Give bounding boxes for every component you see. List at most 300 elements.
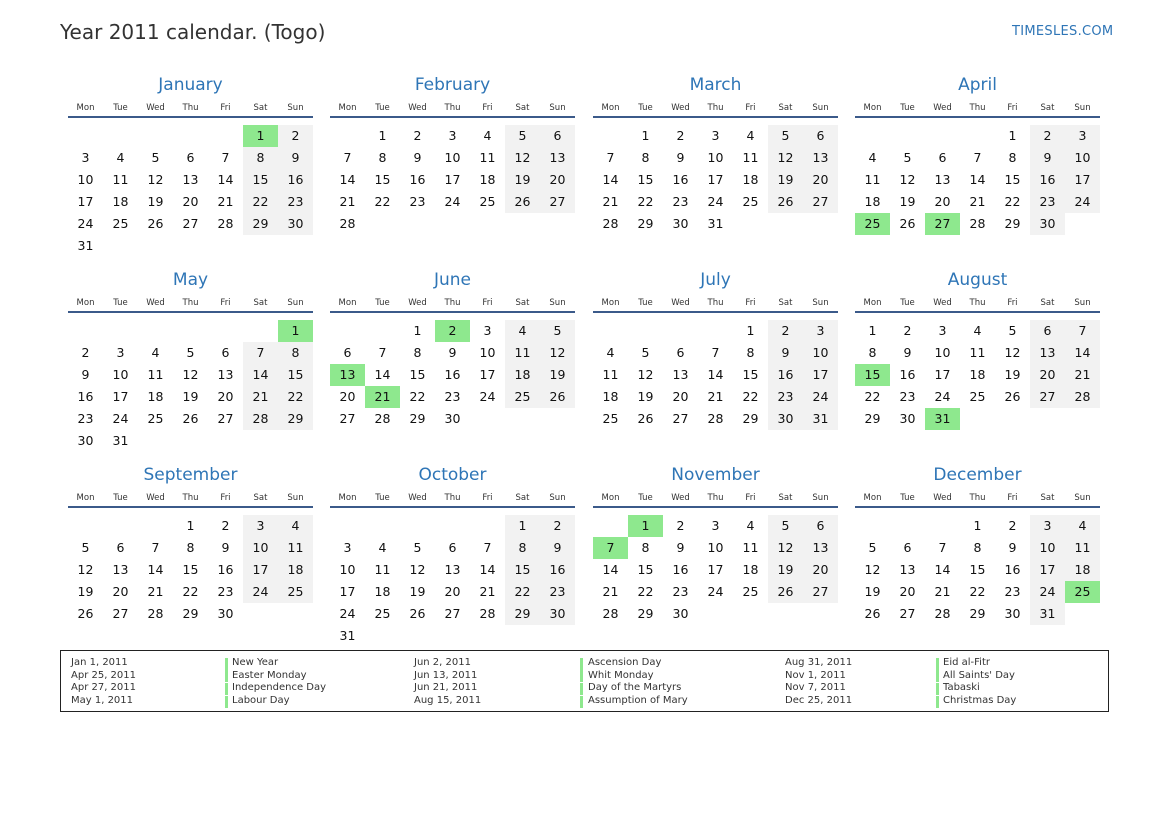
day-cell: 7: [606, 150, 615, 165]
day-cell: 25: [278, 581, 313, 603]
day-cell: 5: [413, 540, 422, 555]
day-cell: 30: [217, 606, 234, 621]
day-cell: 15: [969, 562, 986, 577]
day-cell: 2: [413, 128, 422, 143]
holiday-day-cell: 31: [925, 408, 960, 430]
month-title: June: [433, 270, 472, 290]
legend-holiday-name: Eid al-Fitr: [943, 657, 990, 668]
day-cell: 1: [868, 323, 877, 338]
day-cell: 7: [711, 345, 720, 360]
day-cell: 19: [77, 584, 94, 599]
day-cell: 27: [672, 411, 689, 426]
day-cell: 3: [243, 515, 278, 537]
day-cell: 28: [479, 606, 496, 621]
holiday-day-cell: 1: [243, 125, 278, 147]
day-cell: 14: [969, 172, 986, 187]
legend-holiday-marker: [225, 683, 228, 695]
day-cell: 6: [343, 345, 352, 360]
day-cell: 18: [505, 364, 540, 386]
legend-holiday-name: Christmas Day: [943, 695, 1017, 707]
day-cell: 1: [378, 128, 387, 143]
weekday-label: Sun: [549, 298, 566, 308]
day-cell: 9: [278, 147, 313, 169]
weekday-label: Tue: [900, 493, 915, 503]
day-cell: 24: [803, 386, 838, 408]
day-cell: 12: [768, 537, 803, 559]
day-cell: 15: [637, 172, 654, 187]
day-cell: 24: [934, 389, 951, 404]
weekday-label: Sun: [1074, 493, 1091, 503]
day-cell: 4: [746, 128, 755, 143]
day-cell: 11: [505, 342, 540, 364]
day-cell: 4: [1065, 515, 1100, 537]
day-cell: 6: [186, 150, 195, 165]
day-cell: 20: [899, 584, 916, 599]
day-cell: 5: [81, 540, 90, 555]
month-october: [330, 465, 575, 645]
day-cell: 9: [448, 345, 457, 360]
day-cell: 20: [444, 584, 461, 599]
day-cell: 24: [339, 606, 356, 621]
legend-holiday-name: New Year: [232, 657, 279, 668]
day-cell: 29: [278, 408, 313, 430]
day-cell: 13: [182, 172, 199, 187]
day-cell: 13: [899, 562, 916, 577]
month-header-rule: [330, 116, 575, 118]
day-cell: 6: [116, 540, 125, 555]
day-cell: 3: [81, 150, 90, 165]
weekday-label: Fri: [482, 103, 493, 113]
weekday-label: Tue: [638, 493, 653, 503]
day-cell: 11: [969, 345, 986, 360]
day-cell: 7: [151, 540, 160, 555]
month-title: August: [947, 270, 1008, 290]
day-cell: 6: [1030, 320, 1065, 342]
holiday-day-cell: 7: [593, 537, 628, 559]
day-cell: 20: [934, 194, 951, 209]
month-title: December: [933, 465, 1022, 485]
day-cell: 13: [803, 147, 838, 169]
day-cell: 14: [374, 367, 391, 382]
day-cell: 3: [448, 128, 457, 143]
day-cell: 19: [409, 584, 426, 599]
day-cell: 24: [112, 411, 129, 426]
weekday-label: Sat: [1040, 298, 1055, 308]
day-cell: 6: [540, 125, 575, 147]
legend-holiday-marker: [225, 696, 228, 708]
day-cell: 22: [637, 584, 654, 599]
day-cell: 4: [746, 518, 755, 533]
day-cell: 2: [1008, 518, 1017, 533]
month-header-rule: [593, 311, 838, 313]
day-cell: 3: [343, 540, 352, 555]
day-cell: 17: [112, 389, 129, 404]
holiday-day-cell: 1: [278, 320, 313, 342]
day-cell: 10: [1065, 147, 1100, 169]
holiday-day-cell: 15: [855, 364, 890, 386]
day-cell: 8: [746, 345, 755, 360]
day-cell: 25: [969, 389, 986, 404]
day-cell: 20: [540, 169, 575, 191]
day-cell: 25: [602, 411, 619, 426]
day-cell: 6: [803, 515, 838, 537]
month-title: April: [958, 75, 997, 95]
legend-holiday-name: Easter Monday: [232, 669, 307, 681]
month-title: July: [700, 270, 731, 290]
day-cell: 5: [186, 345, 195, 360]
day-cell: 2: [221, 518, 230, 533]
day-cell: 23: [278, 191, 313, 213]
day-cell: 30: [444, 411, 461, 426]
day-cell: 16: [444, 367, 461, 382]
day-cell: 3: [711, 128, 720, 143]
weekday-label: Tue: [638, 298, 653, 308]
day-cell: 7: [973, 150, 982, 165]
day-cell: 29: [969, 606, 986, 621]
day-cell: 22: [505, 581, 540, 603]
day-cell: 10: [243, 537, 278, 559]
day-cell: 19: [637, 389, 654, 404]
day-cell: 28: [374, 411, 391, 426]
weekday-label: Wed: [671, 298, 690, 308]
day-cell: 8: [641, 150, 650, 165]
weekday-label: Sat: [778, 298, 793, 308]
day-cell: 12: [77, 562, 94, 577]
day-cell: 26: [540, 386, 575, 408]
day-cell: 28: [602, 606, 619, 621]
day-cell: 9: [676, 150, 685, 165]
day-cell: 14: [707, 367, 724, 382]
day-cell: 20: [182, 194, 199, 209]
day-cell: 12: [768, 147, 803, 169]
day-cell: 30: [672, 606, 689, 621]
day-cell: 20: [112, 584, 129, 599]
day-cell: 17: [479, 367, 496, 382]
day-cell: 28: [934, 606, 951, 621]
day-cell: 26: [1004, 389, 1021, 404]
day-cell: 22: [374, 194, 391, 209]
weekday-label: Wed: [671, 103, 690, 113]
legend-date: Apr 25, 2011: [71, 669, 137, 681]
day-cell: 2: [278, 125, 313, 147]
day-cell: 17: [707, 562, 724, 577]
day-cell: 1: [641, 128, 650, 143]
day-cell: 12: [1004, 345, 1021, 360]
day-cell: 12: [864, 562, 881, 577]
day-cell: 11: [1065, 537, 1100, 559]
day-cell: 31: [707, 216, 724, 231]
day-cell: 21: [243, 386, 278, 408]
day-cell: 25: [147, 411, 164, 426]
day-cell: 8: [186, 540, 195, 555]
day-cell: 21: [1065, 364, 1100, 386]
month-header-rule: [593, 506, 838, 508]
day-cell: 19: [768, 169, 803, 191]
day-cell: 22: [742, 389, 759, 404]
legend-date: Jun 21, 2011: [414, 682, 478, 694]
day-cell: 3: [1030, 515, 1065, 537]
day-cell: 7: [343, 150, 352, 165]
day-cell: 5: [768, 125, 803, 147]
month-header-rule: [330, 311, 575, 313]
day-cell: 25: [479, 194, 496, 209]
day-cell: 21: [969, 194, 986, 209]
day-cell: 25: [742, 194, 759, 209]
weekday-label: Mon: [76, 493, 95, 503]
day-cell: 30: [899, 411, 916, 426]
weekday-label: Fri: [482, 493, 493, 503]
day-cell: 24: [77, 216, 94, 231]
day-cell: 5: [1008, 323, 1017, 338]
weekday-label: Sun: [549, 103, 566, 113]
day-cell: 26: [505, 191, 540, 213]
day-cell: 27: [182, 216, 199, 231]
page-title: Year 2011 calendar. (Togo): [60, 20, 326, 44]
day-cell: 29: [742, 411, 759, 426]
legend-holiday-marker: [225, 670, 228, 682]
day-cell: 23: [444, 389, 461, 404]
day-cell: 6: [903, 540, 912, 555]
weekday-label: Tue: [113, 298, 128, 308]
day-cell: 4: [483, 128, 492, 143]
day-cell: 22: [409, 389, 426, 404]
day-cell: 18: [112, 194, 129, 209]
day-cell: 17: [77, 194, 94, 209]
day-cell: 22: [1004, 194, 1021, 209]
weekday-label: Sat: [515, 493, 530, 503]
day-cell: 23: [1030, 191, 1065, 213]
month-august: [855, 270, 1100, 450]
day-cell: 16: [217, 562, 234, 577]
weekday-label: Fri: [1007, 298, 1018, 308]
day-cell: 9: [81, 367, 90, 382]
day-cell: 5: [768, 515, 803, 537]
day-cell: 26: [864, 606, 881, 621]
day-cell: 21: [602, 194, 619, 209]
weekday-label: Mon: [338, 493, 357, 503]
day-cell: 15: [182, 562, 199, 577]
day-cell: 11: [742, 150, 759, 165]
weekday-label: Wed: [146, 298, 165, 308]
day-cell: 13: [444, 562, 461, 577]
day-cell: 23: [77, 411, 94, 426]
month-title: November: [671, 465, 760, 485]
month-june: [330, 270, 575, 450]
day-cell: 4: [151, 345, 160, 360]
day-cell: 10: [112, 367, 129, 382]
day-cell: 12: [147, 172, 164, 187]
weekday-label: Fri: [1007, 103, 1018, 113]
day-cell: 20: [217, 389, 234, 404]
month-title: March: [689, 75, 742, 95]
day-cell: 14: [1065, 342, 1100, 364]
legend-holiday-name: Independence Day: [232, 682, 327, 694]
weekday-label: Mon: [863, 298, 882, 308]
day-cell: 5: [641, 345, 650, 360]
day-cell: 22: [864, 389, 881, 404]
month-title: February: [414, 75, 491, 95]
weekday-label: Mon: [338, 103, 357, 113]
day-cell: 5: [540, 320, 575, 342]
day-cell: 14: [934, 562, 951, 577]
day-cell: 4: [606, 345, 615, 360]
weekday-label: Thu: [707, 298, 724, 308]
day-cell: 26: [409, 606, 426, 621]
month-december: [855, 465, 1100, 645]
day-cell: 7: [938, 540, 947, 555]
weekday-label: Wed: [408, 493, 427, 503]
day-cell: 16: [768, 364, 803, 386]
day-cell: 31: [803, 408, 838, 430]
day-cell: 26: [637, 411, 654, 426]
month-header-rule: [855, 116, 1100, 118]
weekday-label: Mon: [601, 103, 620, 113]
legend-holiday-marker: [580, 670, 583, 682]
month-march: [593, 75, 838, 255]
legend-date: Nov 7, 2011: [785, 682, 846, 694]
month-title: January: [158, 75, 223, 95]
legend-holiday-name: Whit Monday: [588, 669, 654, 681]
day-cell: 9: [413, 150, 422, 165]
day-cell: 19: [899, 194, 916, 209]
day-cell: 22: [969, 584, 986, 599]
weekday-label: Fri: [745, 298, 756, 308]
legend-holiday-marker: [580, 658, 583, 670]
day-cell: 23: [217, 584, 234, 599]
day-cell: 15: [1004, 172, 1021, 187]
day-cell: 21: [479, 584, 496, 599]
holiday-day-cell: 25: [1065, 581, 1100, 603]
weekday-label: Fri: [745, 493, 756, 503]
day-cell: 28: [707, 411, 724, 426]
legend-date: Apr 27, 2011: [71, 682, 137, 694]
day-cell: 6: [221, 345, 230, 360]
weekday-label: Thu: [969, 103, 986, 113]
day-cell: 5: [505, 125, 540, 147]
day-cell: 25: [374, 606, 391, 621]
day-cell: 10: [77, 172, 94, 187]
month-april: [855, 75, 1100, 255]
day-cell: 29: [864, 411, 881, 426]
day-cell: 11: [602, 367, 619, 382]
day-cell: 23: [768, 386, 803, 408]
month-header-rule: [855, 506, 1100, 508]
holiday-day-cell: 13: [330, 364, 365, 386]
day-cell: 3: [483, 323, 492, 338]
day-cell: 18: [742, 172, 759, 187]
day-cell: 29: [182, 606, 199, 621]
day-cell: 20: [1030, 364, 1065, 386]
day-cell: 1: [505, 515, 540, 537]
day-cell: 23: [540, 581, 575, 603]
day-cell: 10: [444, 150, 461, 165]
legend-holiday-marker: [225, 658, 228, 670]
day-cell: 24: [707, 584, 724, 599]
month-header-rule: [855, 311, 1100, 313]
day-cell: 27: [1030, 386, 1065, 408]
day-cell: 28: [1065, 386, 1100, 408]
day-cell: 7: [243, 342, 278, 364]
legend-holiday-marker: [936, 696, 939, 708]
day-cell: 12: [505, 147, 540, 169]
day-cell: 4: [116, 150, 125, 165]
weekday-label: Mon: [338, 298, 357, 308]
month-header-rule: [68, 116, 313, 118]
weekday-label: Sat: [778, 493, 793, 503]
day-cell: 3: [938, 323, 947, 338]
day-cell: 31: [339, 628, 356, 643]
weekday-label: Sat: [1040, 493, 1055, 503]
day-cell: 11: [147, 367, 164, 382]
day-cell: 17: [1030, 559, 1065, 581]
day-cell: 16: [278, 169, 313, 191]
day-cell: 8: [278, 342, 313, 364]
day-cell: 10: [479, 345, 496, 360]
weekday-label: Thu: [707, 103, 724, 113]
weekday-label: Sat: [515, 103, 530, 113]
day-cell: 27: [540, 191, 575, 213]
day-cell: 26: [182, 411, 199, 426]
day-cell: 12: [899, 172, 916, 187]
day-cell: 17: [243, 559, 278, 581]
day-cell: 29: [409, 411, 426, 426]
month-may: [68, 270, 313, 450]
day-cell: 18: [864, 194, 881, 209]
site-link[interactable]: TIMESLES.COM: [1012, 24, 1114, 39]
legend-holiday-marker: [580, 696, 583, 708]
day-cell: 7: [378, 345, 387, 360]
weekday-label: Fri: [220, 298, 231, 308]
day-cell: 14: [602, 562, 619, 577]
day-cell: 26: [147, 216, 164, 231]
month-november: [593, 465, 838, 645]
weekday-label: Mon: [863, 493, 882, 503]
day-cell: 12: [182, 367, 199, 382]
weekday-label: Sat: [1040, 103, 1055, 113]
weekday-label: Mon: [601, 298, 620, 308]
legend-date: May 1, 2011: [71, 695, 134, 707]
day-cell: 21: [339, 194, 356, 209]
weekday-label: Sun: [287, 298, 304, 308]
day-cell: 18: [278, 559, 313, 581]
day-cell: 18: [1065, 559, 1100, 581]
day-cell: 9: [1008, 540, 1017, 555]
day-cell: 20: [672, 389, 689, 404]
day-cell: 8: [973, 540, 982, 555]
day-cell: 17: [934, 367, 951, 382]
day-cell: 9: [540, 537, 575, 559]
day-cell: 7: [1065, 320, 1100, 342]
weekday-label: Wed: [408, 298, 427, 308]
legend-date: Jan 1, 2011: [71, 657, 128, 668]
day-cell: 31: [1030, 603, 1065, 625]
day-cell: 23: [1004, 584, 1021, 599]
legend-date: Jun 2, 2011: [414, 657, 471, 668]
legend-holiday-name: Ascension Day: [588, 657, 662, 668]
day-cell: 9: [221, 540, 230, 555]
day-cell: 4: [378, 540, 387, 555]
day-cell: 18: [147, 389, 164, 404]
day-cell: 19: [864, 584, 881, 599]
day-cell: 11: [278, 537, 313, 559]
weekday-label: Mon: [76, 298, 95, 308]
month-february: [330, 75, 575, 255]
day-cell: 22: [637, 194, 654, 209]
day-cell: 24: [1030, 581, 1065, 603]
day-cell: 5: [151, 150, 160, 165]
legend-holiday-name: Day of the Martyrs: [588, 682, 682, 694]
day-cell: 30: [672, 216, 689, 231]
